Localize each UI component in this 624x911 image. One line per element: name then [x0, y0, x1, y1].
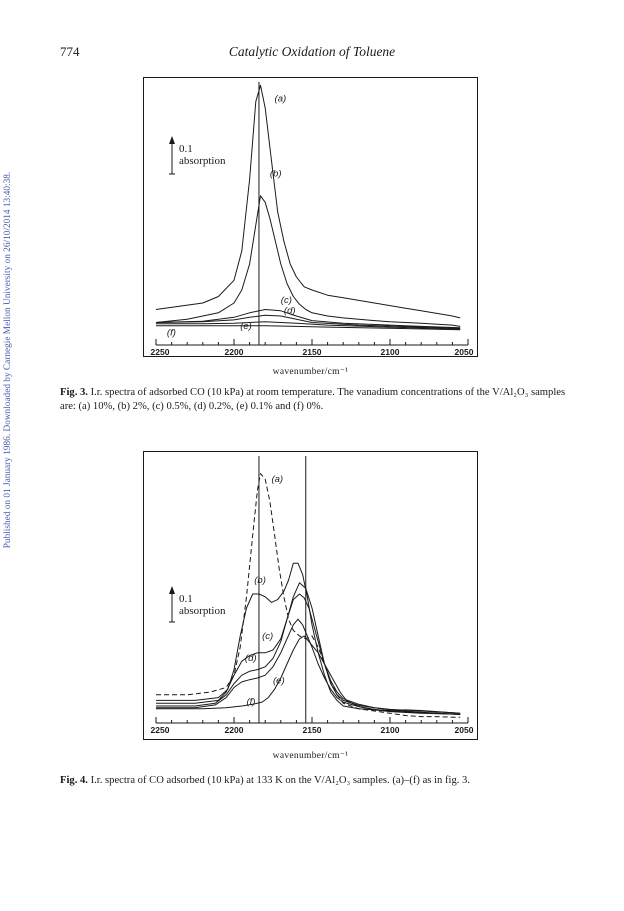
fig3-scale-bar [169, 136, 175, 174]
fig3-x-tick-label: 2100 [380, 347, 400, 356]
fig3-x-tick-label: 2200 [224, 347, 244, 356]
download-notice [2, 130, 14, 590]
fig4-x-tick-label: 2200 [224, 725, 244, 735]
fig3-curve-label-a: (a) [274, 93, 287, 105]
fig3-scale-bar-arrow-icon [169, 136, 175, 144]
fig4-curve-label-d: (d) [244, 653, 257, 665]
fig3-scale-bar-label [179, 143, 225, 167]
fig3-scale-unit: absorption [179, 155, 226, 167]
fig4-scale-bar-label [179, 593, 225, 617]
fig3-caption-label: Fig. 3. [60, 387, 88, 398]
fig4-x-tick-label: 2050 [454, 725, 474, 735]
fig4-scale-bar-arrow-icon [169, 586, 175, 594]
fig4-scale-bar [169, 586, 175, 622]
fig4-curve-label-c: (c) [262, 630, 274, 642]
fig3-series-c [156, 310, 460, 328]
fig3-plot-frame [143, 77, 478, 357]
fig4-scale-value: 0.1 [179, 593, 193, 605]
fig4-curve-label-e: (e) [273, 675, 285, 687]
fig3-x-tick-label: 2150 [302, 347, 322, 356]
fig4-x-tick-label: 2150 [302, 725, 322, 735]
fig3-scale-value: 0.1 [179, 143, 193, 155]
fig3-curve-label-d: (d) [283, 305, 296, 317]
fig4-x-tick-label: 2250 [150, 725, 170, 735]
fig3-curve-label-b: (b) [269, 168, 282, 180]
fig3-x-tick-label: 2050 [454, 347, 474, 356]
fig3-caption-text: I.r. spectra of adsorbed CO (10 kPa) at room temperature. The vanadium concentrations of the V/Al₂O₃ samples are: (a) 10%, (b) 2%, (c) 0.5%, (d) 0.2%, (e) 0.1% and (f) 0%. [60, 387, 566, 412]
fig4-scale-unit: absorption [179, 605, 226, 617]
fig3-series-b [156, 196, 460, 327]
fig3-x-axis-label: wavenumber/cm⁻¹ [272, 367, 349, 377]
fig3-plot-layer [151, 82, 474, 356]
fig3-series-a [156, 85, 460, 318]
fig4-curve-label-a: (a) [271, 474, 284, 485]
fig4-plot-frame [143, 451, 478, 740]
fig3-curve-label-e: (e) [240, 321, 252, 332]
fig4-x-axis-label: wavenumber/cm⁻¹ [272, 751, 349, 761]
fig3-curve-label-c: (c) [280, 295, 292, 306]
fig4-caption [60, 774, 590, 788]
fig4-caption-text: I.r. spectra of CO adsorbed (10 kPa) at 133 K on the V/Al₂O₃ samples. (a)–(f) as in fig. 3. [90, 775, 470, 786]
fig3-curve-label-f: (f) [166, 327, 176, 339]
fig4-x-tick-label: 2100 [380, 725, 400, 735]
fig3-plot [144, 78, 477, 356]
fig3-caption [60, 386, 580, 414]
fig4-curve-label-f: (f) [246, 696, 256, 708]
download-notice-text: Published on 01 January 1986. Downloaded by Carnegie Mellon University on 26/10/2014 13:40:38. [3, 171, 13, 549]
fig4-caption-label: Fig. 4. [60, 775, 88, 786]
fig4-series-e [156, 619, 460, 714]
fig4-curve-label-b: (b) [254, 574, 266, 586]
running-title: Catalytic Oxidation of Toluene [228, 44, 396, 59]
fig3-x-tick-label: 2250 [150, 347, 170, 356]
page-number: 774 [60, 44, 80, 59]
